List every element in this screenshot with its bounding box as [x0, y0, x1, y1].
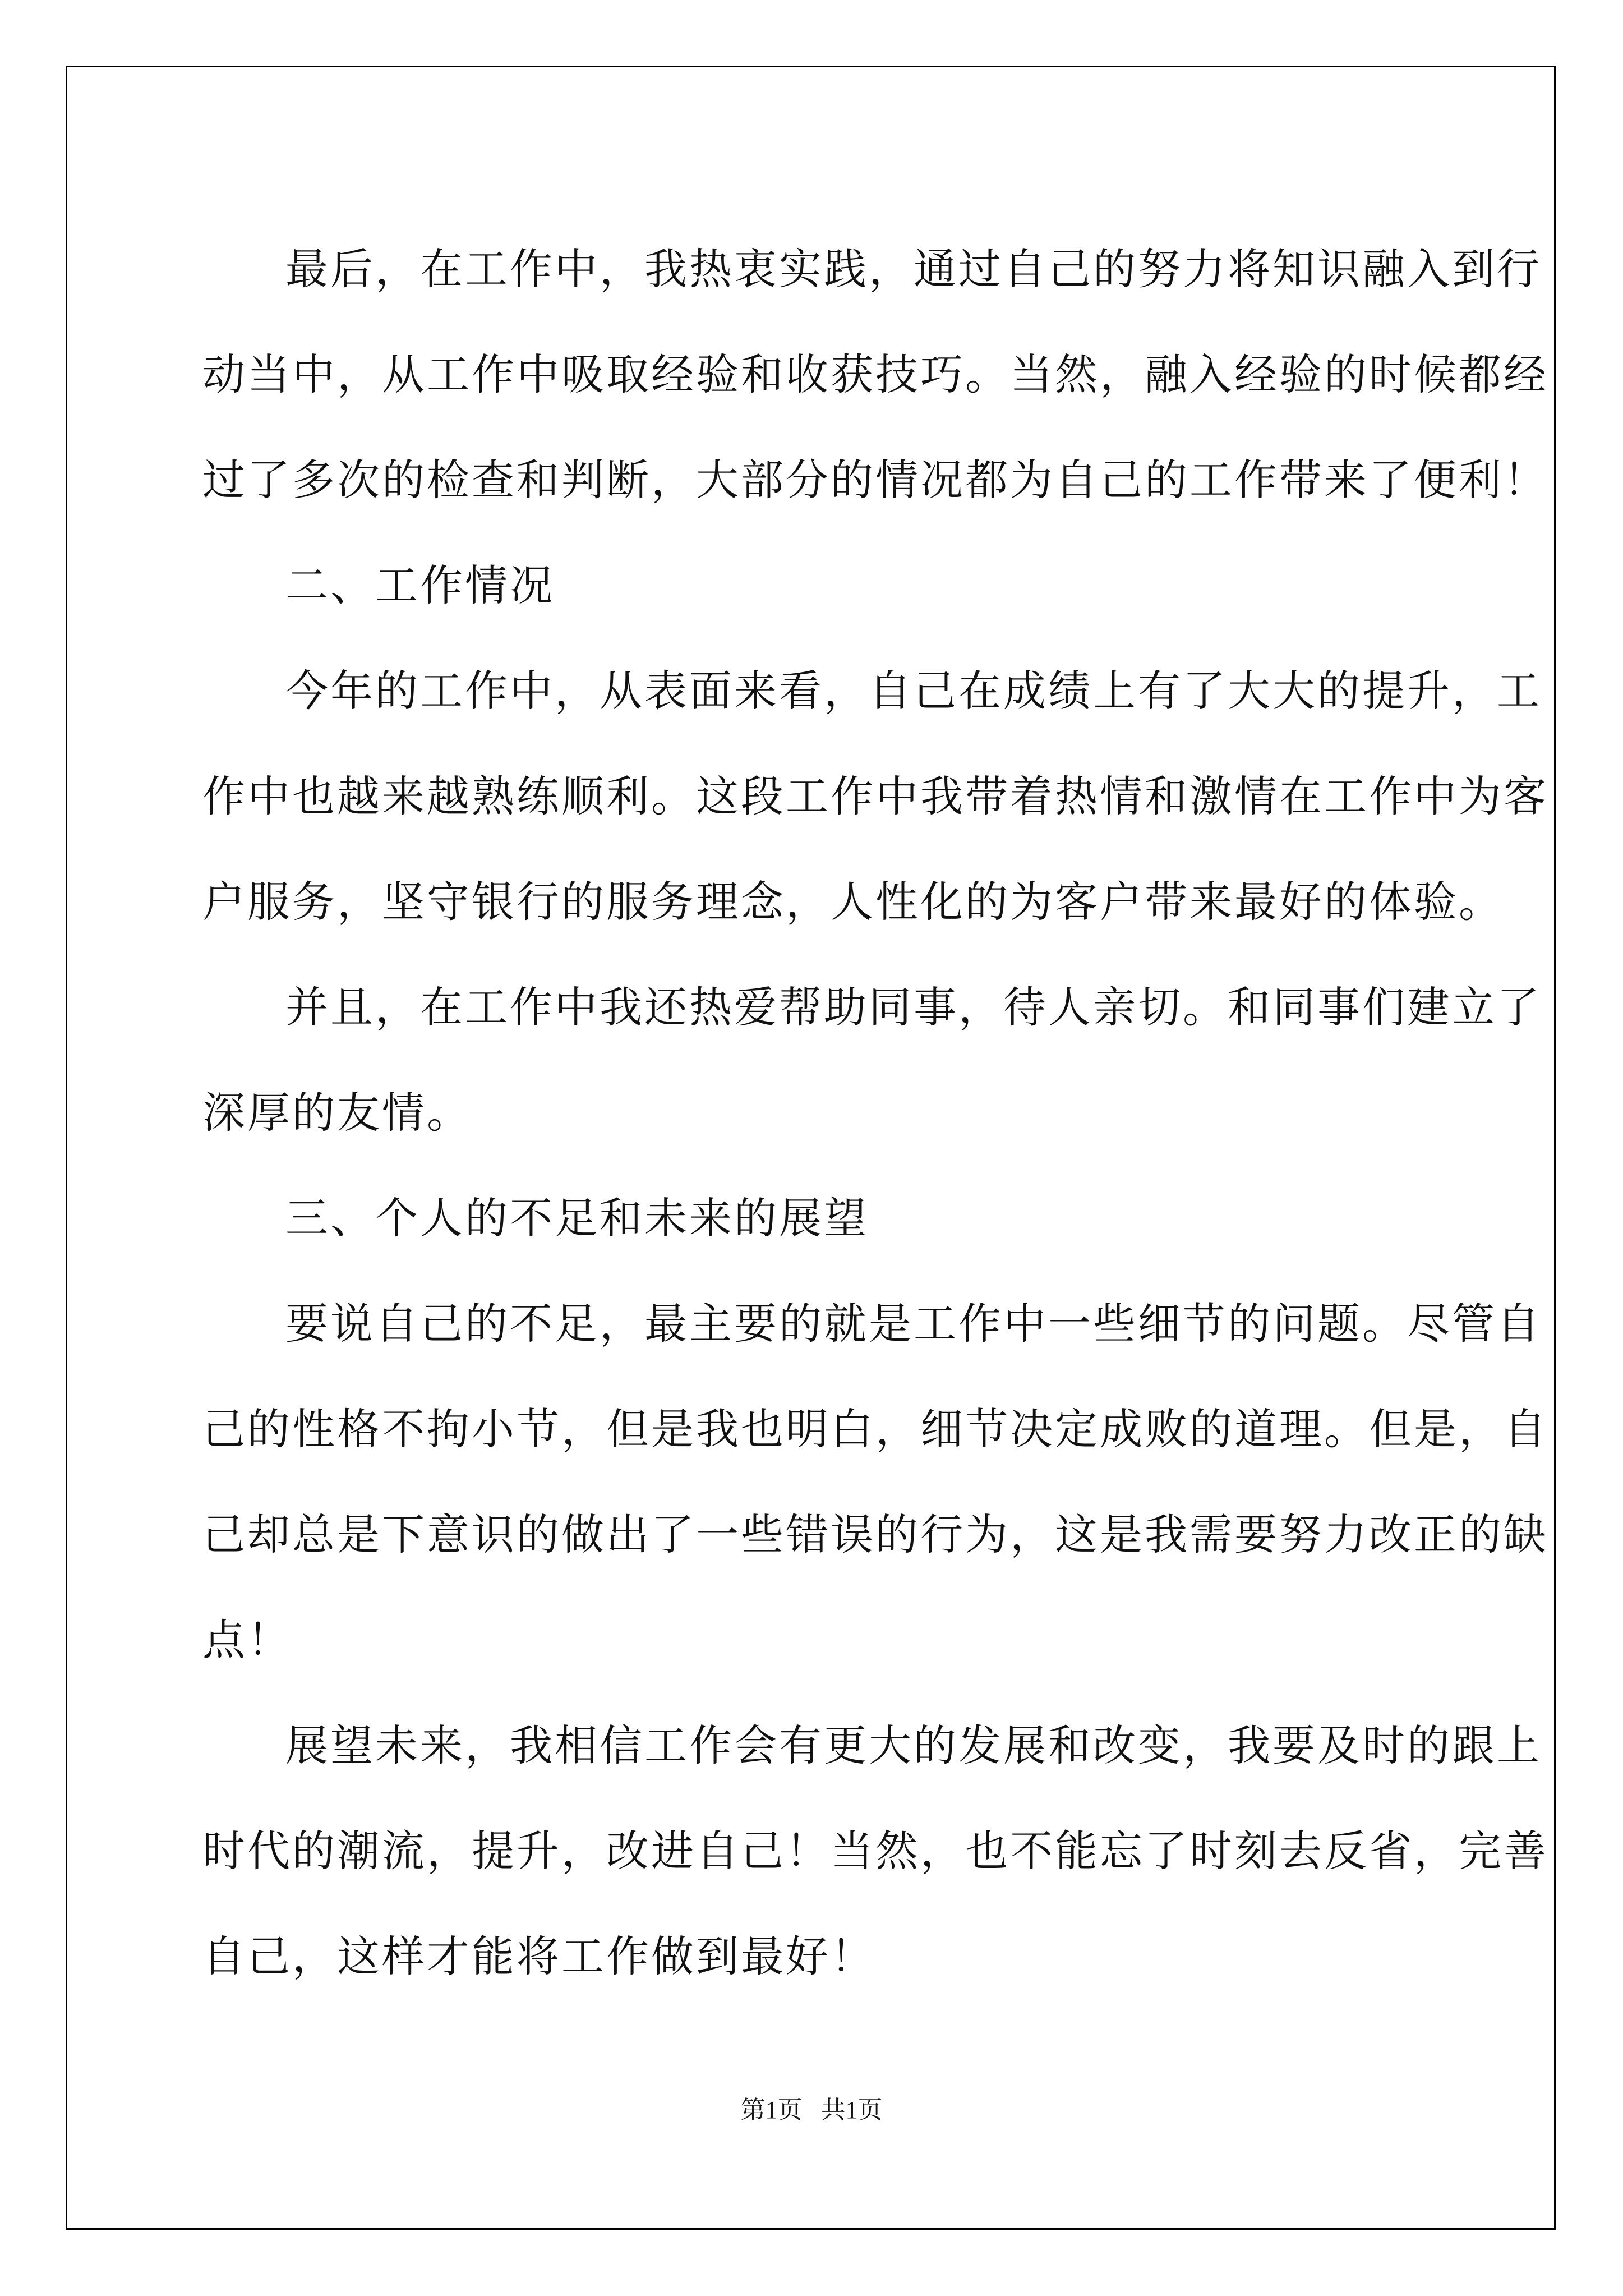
text-line: 动当中，从工作中吸取经验和收获技巧。当然，融入经验的时候都经 — [202, 349, 1548, 399]
text-line: 己的性格不拘小节，但是我也明白，细节决定成败的道理。但是，自 — [202, 1404, 1548, 1454]
document-body — [202, 217, 1548, 2009]
text-line: 作中也越来越熟练顺利。这段工作中我带着热情和激情在工作中为客 — [202, 771, 1548, 821]
text-line: 要说自己的不足，最主要的就是工作中一些细节的问题。尽管自 — [285, 1299, 1542, 1349]
text-line: 二、工作情况 — [285, 560, 555, 610]
text-line: 最后，在工作中，我热衷实践，通过自己的努力将知识融入到行 — [285, 244, 1542, 294]
text-line: 时代的潮流，提升，改进自己！当然，也不能忘了时刻去反省，完善 — [202, 1826, 1548, 1876]
text-line: 并且，在工作中我还热爱帮助同事，待人亲切。和同事们建立了 — [285, 982, 1542, 1032]
text-line: 己却总是下意识的做出了一些错误的行为，这是我需要努力改正的缺 — [202, 1510, 1548, 1559]
text-line: 自己，这样才能将工作做到最好！ — [202, 1931, 875, 1981]
text-line: 深厚的友情。 — [202, 1088, 472, 1138]
text-line: 点！ — [202, 1615, 292, 1665]
page-number-footer: 第1页 共1页 — [740, 2096, 883, 2124]
text-line: 过了多次的检查和判断，大部分的情况都为自己的工作带来了便利！ — [202, 455, 1548, 505]
text-line: 今年的工作中，从表面来看，自己在成绩上有了大大的提升，工 — [285, 666, 1542, 716]
text-line: 三、个人的不足和未来的展望 — [285, 1193, 869, 1243]
text-line: 户服务，坚守银行的服务理念，人性化的为客户带来最好的体验。 — [202, 877, 1504, 927]
text-line: 展望未来，我相信工作会有更大的发展和改变，我要及时的跟上 — [285, 1720, 1542, 1770]
